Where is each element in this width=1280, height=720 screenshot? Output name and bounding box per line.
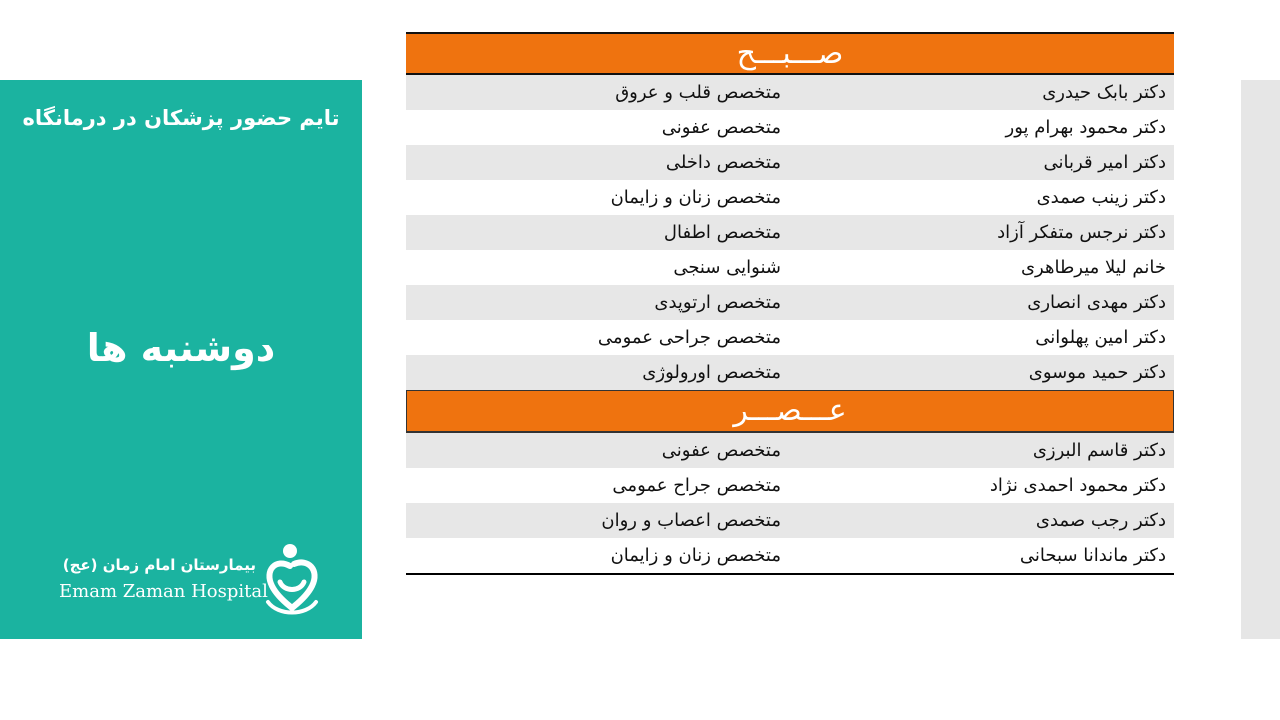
doctor-name: دکتر حمید موسوی — [1028, 362, 1166, 383]
day-label: دوشنبه ها — [86, 326, 276, 370]
doctor-specialty: متخصص عفونی — [661, 117, 781, 138]
table-row — [406, 320, 1174, 355]
heart-hands-icon — [260, 542, 324, 618]
table-row — [406, 215, 1174, 250]
doctor-name: دکتر رجب صمدی — [1035, 510, 1166, 531]
table-row — [406, 250, 1174, 285]
doctor-specialty: متخصص اورولوژی — [642, 362, 781, 383]
doctor-specialty: متخصص جراح عمومی — [612, 475, 781, 496]
table-row — [406, 503, 1174, 538]
doctor-name: دکتر قاسم البرزی — [1032, 440, 1166, 461]
doctor-name: دکتر امین پهلوانی — [1035, 327, 1166, 348]
doctor-name: دکتر بابک حیدری — [1042, 82, 1166, 103]
logo-name-fa: بیمارستان امام زمان (عج) — [62, 556, 256, 574]
doctor-name: خانم لیلا میرطاهری — [1020, 257, 1166, 278]
evening-header: عـــصـــر — [406, 390, 1174, 433]
morning-header: صـــبـــح — [406, 32, 1174, 75]
doctor-specialty: متخصص ارتوپدی — [654, 292, 781, 313]
doctor-name: دکتر نرجس متفکر آزاد — [997, 222, 1166, 243]
doctor-name: دکتر زینب صمدی — [1036, 187, 1166, 208]
doctor-specialty: متخصص جراحی عمومی — [597, 327, 781, 348]
right-decor-bar — [1241, 80, 1280, 639]
doctor-specialty: متخصص قلب و عروق — [615, 82, 781, 103]
doctor-specialty: متخصص زنان و زایمان — [610, 545, 781, 566]
doctor-name: دکتر محمود احمدی نژاد — [989, 475, 1166, 496]
table-row — [406, 110, 1174, 145]
doctor-name: دکتر ماندانا سبحانی — [1019, 545, 1166, 566]
doctor-specialty: متخصص عفونی — [661, 440, 781, 461]
side-panel — [0, 80, 362, 639]
doctor-name: دکتر محمود بهرام پور — [1005, 117, 1166, 138]
table-row — [406, 468, 1174, 503]
doctor-specialty: متخصص اطفال — [663, 222, 781, 243]
table-row — [406, 538, 1174, 573]
table-row — [406, 180, 1174, 215]
table-row — [406, 285, 1174, 320]
table-row — [406, 145, 1174, 180]
schedule-table — [406, 32, 1174, 575]
table-row — [406, 355, 1174, 390]
doctor-specialty: متخصص اعصاب و روان — [601, 510, 781, 531]
doctor-name: دکتر مهدی انصاری — [1027, 292, 1166, 313]
doctor-specialty: متخصص زنان و زایمان — [610, 187, 781, 208]
table-row — [406, 75, 1174, 110]
doctor-specialty: شنوایی سنجی — [673, 257, 781, 278]
doctor-name: دکتر امیر قربانی — [1043, 152, 1166, 173]
page-title: تایم حضور پزشکان در درمانگاه — [22, 106, 340, 130]
logo-name-en: Emam Zaman Hospital — [59, 581, 268, 602]
hospital-logo — [58, 542, 328, 618]
doctor-specialty: متخصص داخلی — [665, 152, 781, 173]
table-row — [406, 433, 1174, 468]
